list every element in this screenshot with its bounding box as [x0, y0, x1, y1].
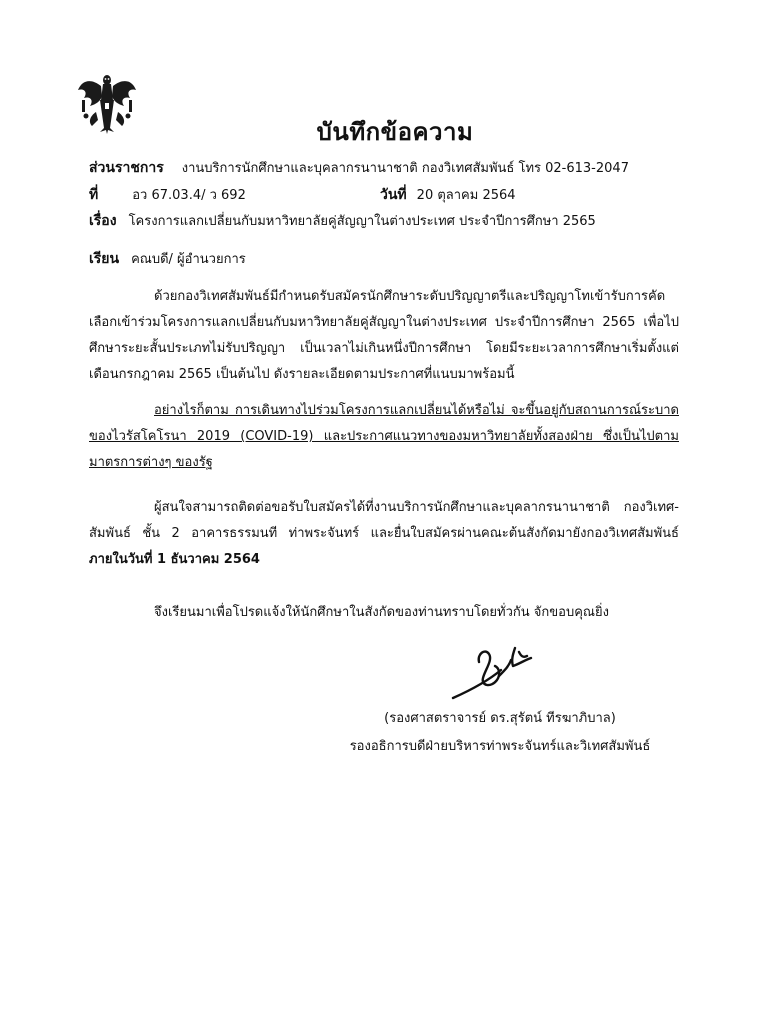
recipient-row — [89, 248, 246, 270]
recipient-value: คณบดี/ ผู้อำนวยการ — [131, 252, 246, 267]
paragraph-announcement: ด้วยกองวิเทศสัมพันธ์มีกำหนดรับสมัครนักศึกษาระดับปริญญาตรีและปริญญาโทเข้ารับการคัดเลือกเข้าร่วมโครงการแลกเปลี่ยนกับมหาวิทยาลัยคู่สัญญาในต่างประเทศ ประจำปีการศึกษา 2565 เพื่อไปศึกษาระยะสั้นประเภทไม่รับปริญญา เป็นเวลาไม่เกินหนึ่งปีการศึกษา โดยมีระยะเวลาการศึกษาเริ่มตั้งแต่เดือนกรกฎาคม 2565 เป็นต้นไป ดังรายละเอียดตามประกาศที่แนบมาพร้อมนี้ — [89, 289, 679, 382]
department-label: ส่วนราชการ — [89, 160, 164, 176]
closing-sentence: จึงเรียนมาเพื่อโปรดแจ้งให้นักศึกษาในสังกัดของท่านทราบโดยทั่วกัน จักขอบคุณยิ่ง — [154, 605, 609, 620]
date-label: วันที่ — [380, 187, 407, 203]
handwritten-signature — [449, 640, 549, 702]
signer-name: (รองศาสตราจารย์ ดร.สุรัตน์ ทีรฆาภิบาล) — [384, 711, 616, 726]
reference-row — [89, 184, 246, 206]
memo-title: บันทึกข้อความ — [316, 118, 474, 146]
date-value: 20 ตุลาคม 2564 — [416, 188, 516, 203]
recipient-label: เรียน — [89, 251, 120, 267]
reference-value: อว 67.03.4/ ว 692 — [132, 188, 246, 203]
application-deadline: ภายในวันที่ 1 ธันวาคม 2564 — [89, 552, 260, 567]
paragraph-covid-notice: อย่างไรก็ตาม การเดินทางไปร่วมโครงการแลกเปลี่ยนได้หรือไม่ จะขึ้นอยู่กับสถานการณ์ระบาดของไวรัสโคโรนา 2019 (COVID-19) และประกาศแนวทางของมหาวิทยาลัยทั้งสองฝ่าย ซึ่งเป็นไปตามมาตรการต่างๆ ของรัฐ — [89, 403, 679, 470]
department-row — [89, 157, 629, 179]
paragraph-application — [89, 495, 679, 573]
subject-label: เรื่อง — [89, 213, 117, 229]
signer-position: รองอธิการบดีฝ่ายบริหารท่าพระจันทร์และวิเทศสัมพันธ์ — [349, 739, 651, 754]
date-row — [380, 184, 516, 206]
subject-row — [89, 210, 596, 232]
application-text: ผู้สนใจสามารถติดต่อขอรับใบสมัครได้ที่งานบริการนักศึกษาและบุคลากรนานาชาติ กองวิเทศ-สัมพันธ์ ชั้น 2 อาคารธรรมนที ท่าพระจันทร์ และยื่นใบสมัครผ่านคณะต้นสังกัดมายังกองวิเทศสัมพันธ์ — [89, 500, 679, 541]
department-value: งานบริการนักศึกษาและบุคลากรนานาชาติ กองวิเทศสัมพันธ์ โทร 02-613-2047 — [181, 161, 629, 176]
reference-label: ที่ — [89, 187, 99, 203]
subject-value: โครงการแลกเปลี่ยนกับมหาวิทยาลัยคู่สัญญาในต่างประเทศ ประจำปีการศึกษา 2565 — [128, 214, 596, 229]
